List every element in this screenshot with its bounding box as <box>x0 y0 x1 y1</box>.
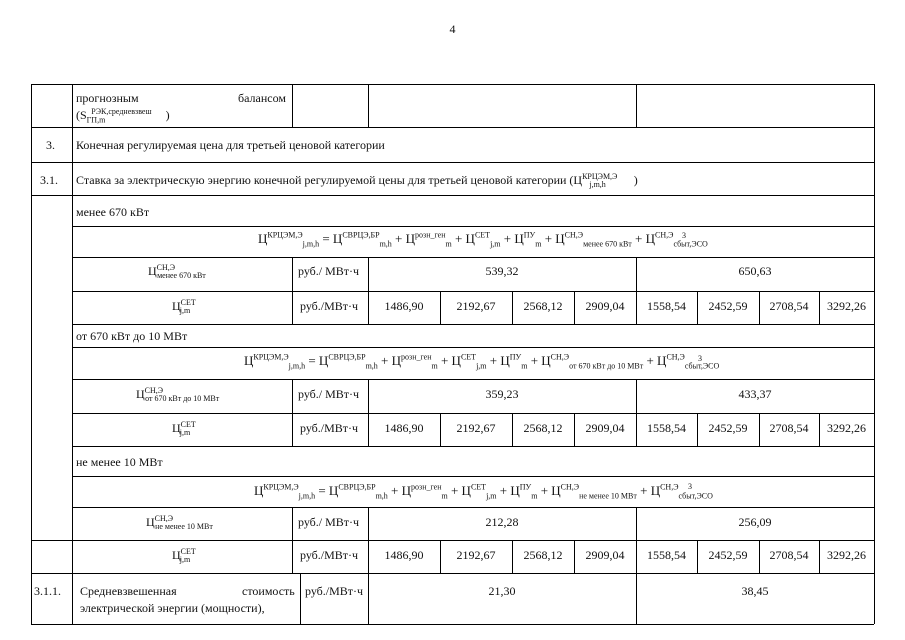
unit-label: руб./МВт·ч <box>300 548 359 562</box>
value-cell: 359,23 <box>485 387 519 401</box>
section-label-not-less-10: не менее 10 МВт <box>76 455 163 469</box>
formula-670-to-10: $Ц^{КРЦЭМ,Э}_{j,m,h} = Ц^{СВРЦЭ,БР}_{m,h} + Ц^{розн\_ген}_m + Ц^{СЕТ}_{j,m} + Ц^{ПУ}_m + Ц^{СН,Э}_{от 670 кВт до 10 МВт} + Ц^{СН,Э}_{сбыт,ЭСО}$ <box>244 352 720 371</box>
value-cell: 2192,67 <box>456 548 496 562</box>
value-cell: 1486,90 <box>384 548 424 562</box>
value-cell: 2909,04 <box>585 299 625 313</box>
value-cell: 433,37 <box>738 387 772 401</box>
unit-label: руб./ МВт·ч <box>298 264 360 278</box>
unit-label: руб./МВт·ч <box>305 584 364 598</box>
value-cell: 1486,90 <box>384 421 424 435</box>
item-3-number: 3. <box>46 138 55 152</box>
value-cell: 2452,59 <box>708 548 748 562</box>
value-cell: 2568,12 <box>523 421 563 435</box>
unit-label: руб./ МВт·ч <box>298 515 360 529</box>
symbol-sn-less-670: $Ц^{СН,Э}_{менее 670 кВт}$ <box>148 263 206 281</box>
value-cell: 1486,90 <box>384 299 424 313</box>
value-cell: 1558,54 <box>647 421 686 435</box>
unit-label: руб./МВт·ч <box>300 421 359 435</box>
value-cell: 2708,54 <box>769 548 809 562</box>
value-cell: 2909,04 <box>585 548 625 562</box>
value-cell: 650,63 <box>738 264 772 278</box>
value-cell: 21,30 <box>488 584 516 598</box>
item-3-1-1-text-b: стоимость <box>242 584 295 598</box>
symbol-sn-670-to-10: $Ц^{СН,Э}_{от 670 кВт до 10 МВт}$ <box>136 386 220 404</box>
value-cell: 3292,26 <box>827 421 866 435</box>
value-cell: 2452,59 <box>708 299 748 313</box>
section-label-670-to-10: от 670 кВт до 10 МВт <box>76 329 188 343</box>
symbol-sn-not-less-10: $Ц^{СН,Э}_{не менее 10 МВт}$ <box>146 514 213 532</box>
value-cell: 212,28 <box>485 515 519 529</box>
value-cell: 2708,54 <box>769 421 809 435</box>
value-cell: 2708,54 <box>769 299 809 313</box>
value-cell: 256,09 <box>738 515 772 529</box>
value-cell: 1558,54 <box>647 299 686 313</box>
value-cell: 2568,12 <box>523 548 563 562</box>
value-cell: 1558,54 <box>647 548 686 562</box>
value-cell: 2568,12 <box>523 299 563 313</box>
symbol-set: $Ц^{СЕТ}_{j,m}$ <box>172 420 196 438</box>
value-cell: 2192,67 <box>456 299 496 313</box>
value-cell: 2909,04 <box>585 421 625 435</box>
value-cell: 3292,26 <box>827 299 866 313</box>
balance-text-right: балансом <box>238 91 286 105</box>
formula-not-less-10: $Ц^{КРЦЭМ,Э}_{j,m,h} = Ц^{СВРЦЭ,БР}_{m,h} + Ц^{розн\_ген}_m + Ц^{СЕТ}_{j,m} + Ц^{ПУ}_m + Ц^{СН,Э}_{не менее 10 МВт} + Ц^{СН,Э}_{сбыт,ЭСО}$ <box>254 482 713 501</box>
value-cell: 2192,67 <box>456 421 496 435</box>
footnote-mark-1: 3 <box>682 231 686 240</box>
item-3-1-1-text-a: Средневзвешенная <box>80 584 177 598</box>
symbol-set: $Ц^{СЕТ}_{j,m}$ <box>172 298 196 316</box>
footnote-mark-3: 3 <box>688 482 692 491</box>
unit-label: руб./МВт·ч <box>300 299 359 313</box>
page-number: 4 <box>449 22 456 36</box>
formula-less-670: $Ц^{КРЦЭМ,Э}_{j,m,h} = Ц^{СВРЦЭ,БР}_{m,h} + Ц^{розн\_ген}_m + Ц^{СЕТ}_{j,m} + Ц^{ПУ}_m + Ц^{СН,Э}_{менее 670 кВт} + Ц^{СН,Э}_{сбыт,ЭСО}$ <box>258 230 708 249</box>
section-label-less-670: менее 670 кВт <box>76 205 150 219</box>
footnote-mark-2: 3 <box>698 354 702 363</box>
balance-text-left: прогнозным <box>76 91 139 105</box>
value-cell: 2452,59 <box>708 421 748 435</box>
item-3-1-1-number: 3.1.1. <box>34 584 61 598</box>
unit-label: руб./ МВт·ч <box>298 387 360 401</box>
item-3-1-1-text-line2: электрической энергии (мощности), <box>80 601 265 615</box>
item-3-1-number: 3.1. <box>40 173 58 187</box>
item-3-1-text: Ставка за электрическую энергию конечной регулируемой цены для третьей ценовой категории ($Ц^{КРЦЭМ,Э}_{j,m,h}$ ) <box>76 172 638 190</box>
symbol-set: $Ц^{СЕТ}_{j,m}$ <box>172 547 196 565</box>
balance-symbol: ($S_{ГП,m}^{РЭК,средневзвеш}$ ) <box>76 107 170 125</box>
item-3-text: Конечная регулируемая цена для третьей ценовой категории <box>76 138 385 152</box>
value-cell: 539,32 <box>485 264 519 278</box>
value-cell: 3292,26 <box>827 548 866 562</box>
value-cell: 38,45 <box>741 584 769 598</box>
